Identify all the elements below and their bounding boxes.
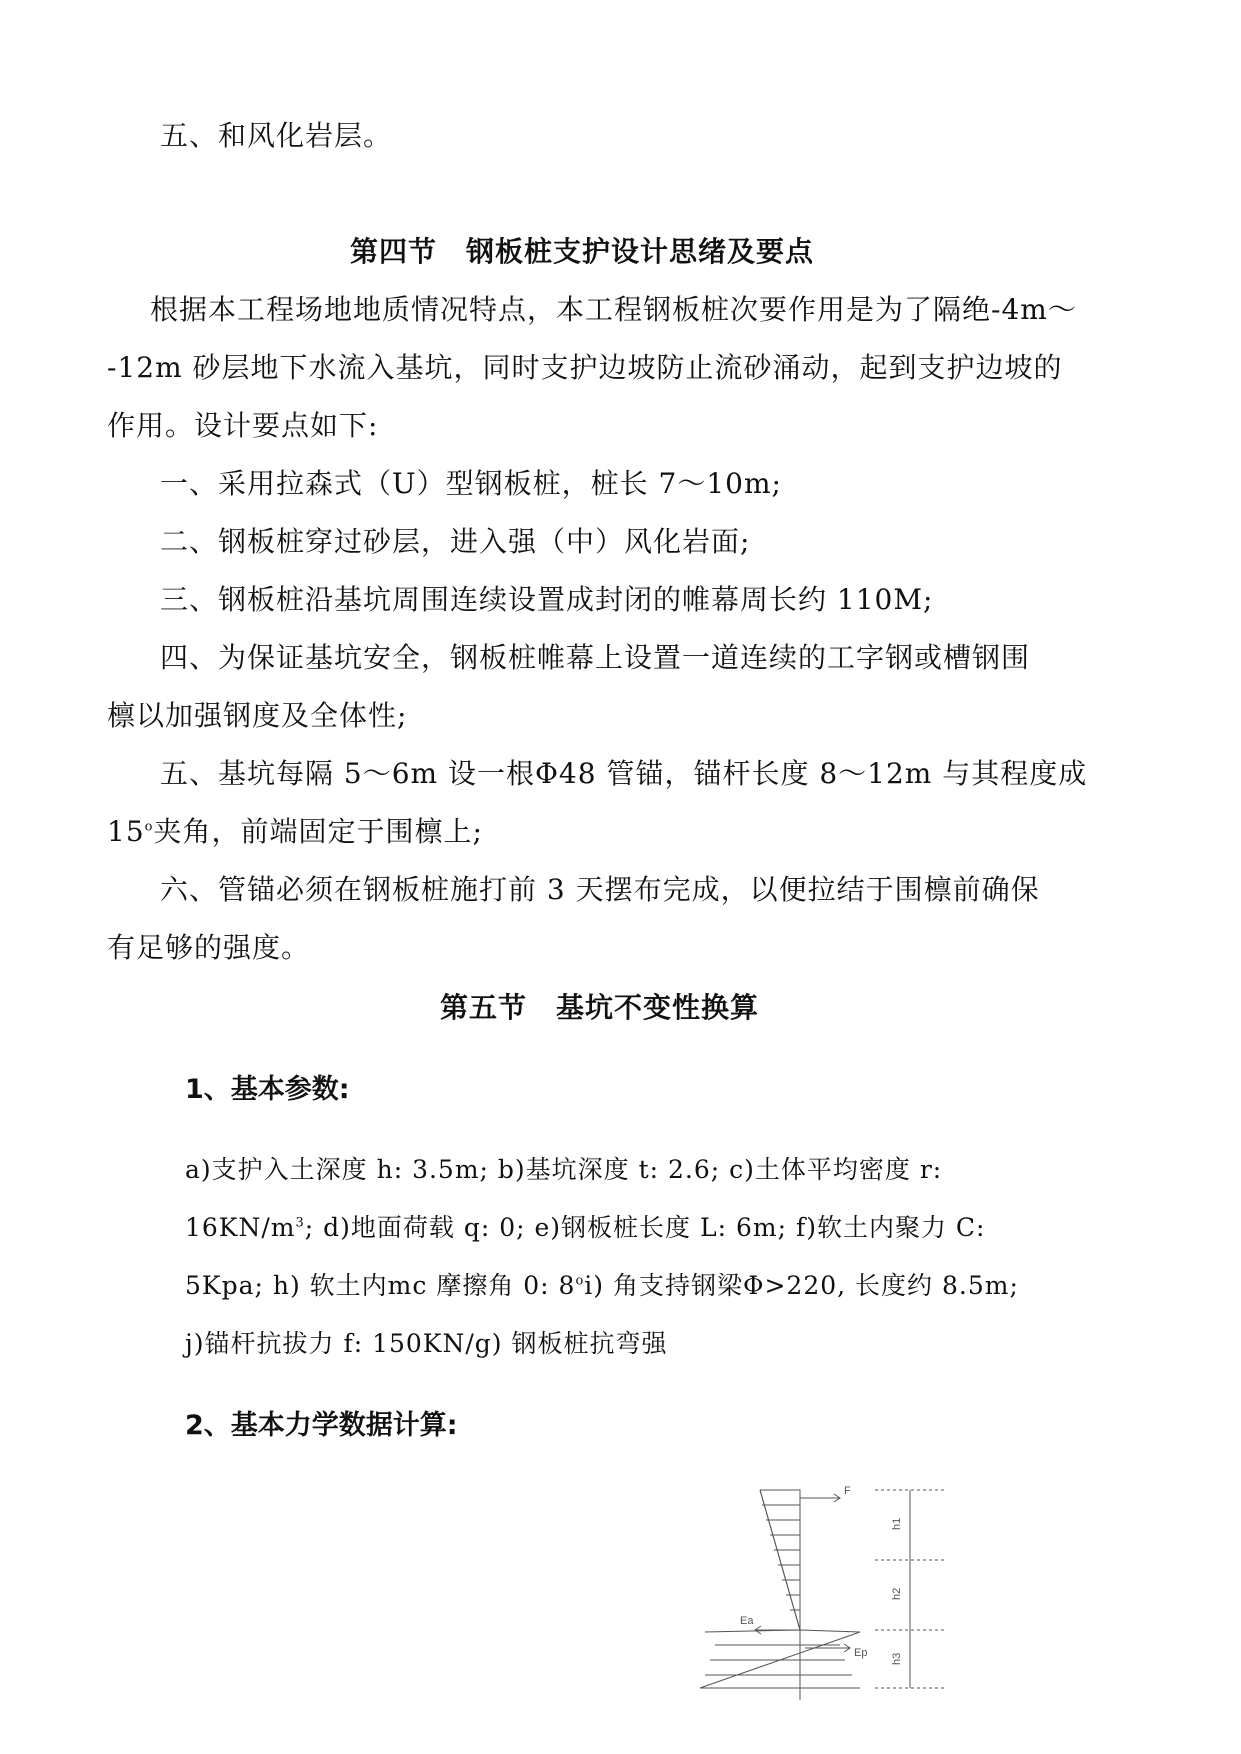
design-point-4: 四、为保证基坑安全，钢板桩帷幕上设置一道连续的工字钢或槽钢围 [160,641,1031,674]
label-h1: h1 [891,1517,903,1530]
section-4-intro-line-3: 作用。设计要点如下: [107,409,379,442]
section-5-title: 第五节 基坑不变性换算 [440,991,760,1024]
earth-pressure-diagram [740,1480,1020,1710]
design-point-3: 三、钢板桩沿基坑周围连续设置成封闭的帷幕周长约 110M; [160,583,934,616]
design-point-4-cont: 檩以加强钢度及全体性; [107,699,408,732]
section-4-title: 第四节 钢板桩支护设计思绪及要点 [350,235,815,268]
degree-mark-2: o [575,1273,585,1289]
degree-mark: o [144,819,154,835]
params-line-3-b: i) 角支持钢梁Φ>220, 长度约 8.5m; [584,1271,1019,1300]
previous-page-tail: 五、和风化岩层。 [160,119,393,152]
section-4-intro-line-1: 根据本工程场地地质情况特点，本工程钢板桩次要作用是为了隔绝-4m～ [150,293,1077,326]
params-line-2 [185,1210,985,1246]
angle-text: 夹角，前端固定于围檩上; [153,815,483,848]
label-f: F [844,1485,851,1497]
design-point-6-cont: 有足够的强度。 [107,931,311,964]
basic-params-heading: 1、基本参数: [185,1074,350,1105]
design-point-6: 六、管锚必须在钢板桩施打前 3 天摆布完成，以便拉结于围檩前确保 [160,873,1040,906]
force-calc-heading: 2、基本力学数据计算: [185,1410,458,1441]
design-point-2: 二、钢板桩穿过砂层，进入强（中）风化岩面; [160,525,751,558]
label-h3: h3 [891,1652,903,1665]
params-line-3 [185,1268,1019,1304]
angle-value: 15 [107,815,145,848]
params-line-3-a: 5Kpa; h) 软土内mc 摩擦角 0: 8 [185,1271,576,1300]
label-ep: Ep [854,1647,868,1659]
label-h2: h2 [891,1587,903,1600]
params-line-1: a)支护入土深度 h: 3.5m; b)基坑深度 t: 2.6; c)土体平均密度 r: [185,1155,943,1184]
density-unit: 16KN/m [185,1213,296,1242]
params-line-2-rest: ; d)地面荷载 q: 0; e)钢板桩长度 L: 6m; f)软土内聚力 C: [304,1213,986,1242]
section-4-intro-line-2: -12m 砂层地下水流入基坑，同时支护边坡防止流砂涌动，起到支护边坡的 [107,351,1063,384]
design-point-5: 五、基坑每隔 5～6m 设一根Φ48 管锚，锚杆长度 8～12m 与其程度成 [160,757,1088,790]
cube-mark: 3 [295,1215,305,1231]
design-point-5-cont [107,814,483,850]
design-point-1: 一、采用拉森式（U）型钢板桩，桩长 7～10m; [160,467,782,500]
params-line-4: j)锚杆抗拔力 f: 150KN/g) 钢板桩抗弯强 [185,1329,668,1358]
label-ea: Ea [740,1615,754,1627]
